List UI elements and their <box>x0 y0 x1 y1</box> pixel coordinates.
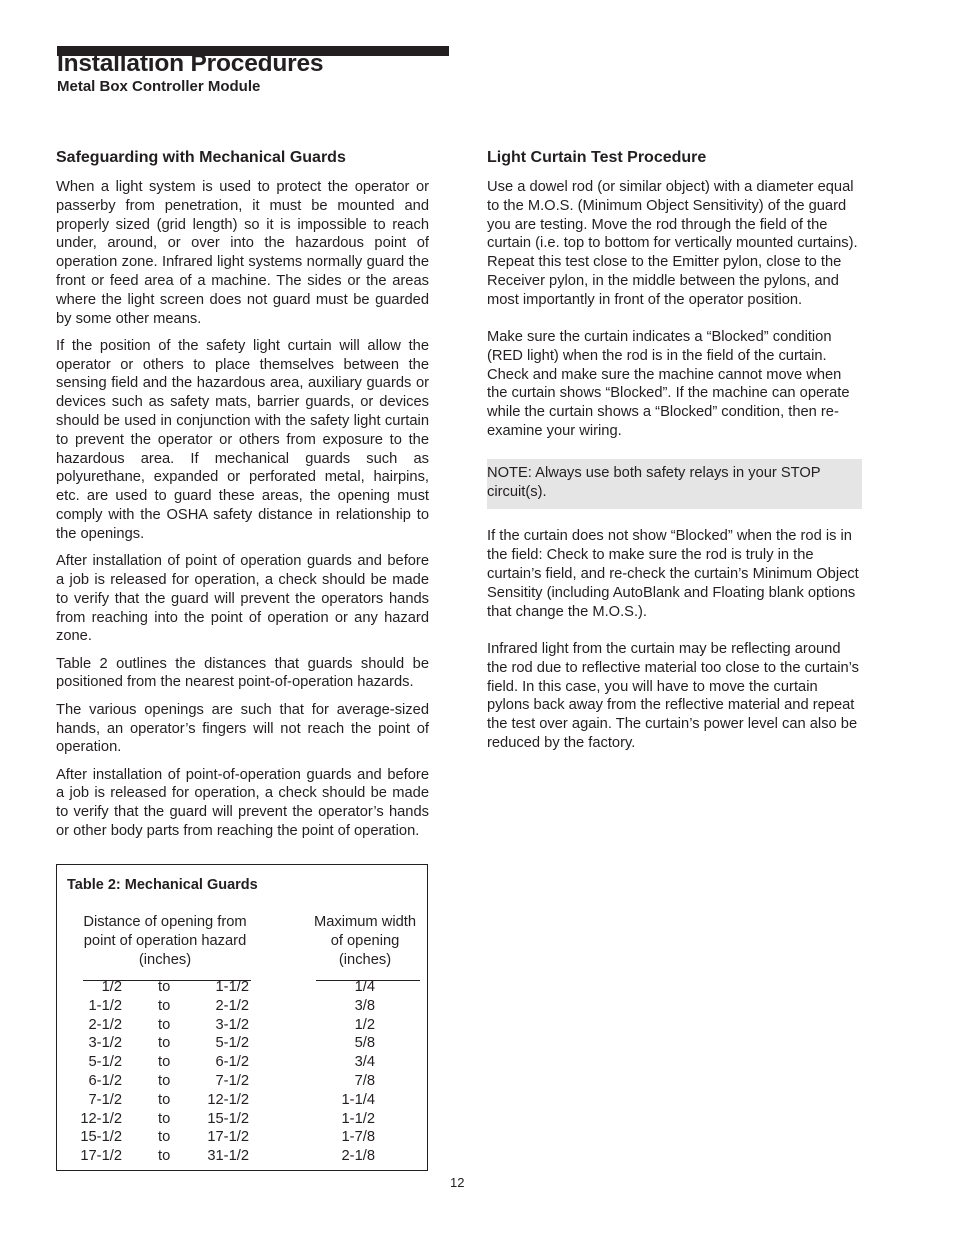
cell-from: 6-1/2 <box>88 1072 122 1089</box>
cell-from: 5-1/2 <box>88 1054 122 1071</box>
cell-max-width: 3/4 <box>354 1054 375 1071</box>
cell-end: 7-1/2 <box>215 1072 249 1089</box>
cell-to: to <box>158 1054 171 1071</box>
cell-from: 1-1/2 <box>88 997 122 1014</box>
cell-end: 6-1/2 <box>215 1054 249 1071</box>
table-row <box>57 1091 427 1110</box>
paragraph: Infrared light from the curtain may be reflecting around the rod due to reflective material too close to the curtain’s field. In this case, you will have to move the curtain pylons back away from the reflective material and repeat the test over again. The curtain’s power level can also be reduced by the factory. <box>487 640 860 751</box>
cell-to: to <box>158 1129 171 1146</box>
cell-to: to <box>158 1091 171 1108</box>
paragraph: After installation of point-of-operation guards and before a job is released for operation, a check should be made to verify that the guard will prevent the operator’s hands or other body parts from reaching the point of operation. <box>56 766 429 839</box>
table-row <box>57 1110 427 1129</box>
cell-end: 3-1/2 <box>215 1016 249 1033</box>
table-row <box>57 1016 427 1035</box>
page-title: Installation Procedures <box>57 50 324 77</box>
paragraph: After installation of point of operation guards and before a job is released for operation, a check should be made to verify that the guard will prevent the operators hands from reaching into the point of operation or any hazard zone. <box>56 553 429 645</box>
table-row <box>57 1128 427 1147</box>
cell-to: to <box>158 979 171 995</box>
table-row <box>57 1147 427 1166</box>
cell-to: to <box>158 1016 171 1033</box>
cell-from: 1/2 <box>101 979 122 995</box>
cell-max-width: 7/8 <box>354 1072 375 1089</box>
table-row <box>57 978 427 997</box>
cell-end: 15-1/2 <box>207 1110 249 1127</box>
cell-end: 1-1/2 <box>215 979 249 995</box>
section-heading-mechanical-guards: Safeguarding with Mechanical Guards <box>56 149 346 166</box>
cell-from: 15-1/2 <box>80 1129 122 1146</box>
note-box: NOTE: Always use both safety relays in your STOP circuit(s). <box>487 459 862 509</box>
cell-end: 2-1/2 <box>215 997 249 1014</box>
cell-end: 5-1/2 <box>215 1035 249 1052</box>
cell-max-width: 5/8 <box>354 1035 375 1052</box>
cell-max-width: 1/2 <box>354 1016 375 1033</box>
cell-from: 12-1/2 <box>80 1110 122 1127</box>
cell-to: to <box>158 1148 171 1165</box>
paragraph: When a light system is used to protect the operator or passerby from penetration, it must be mounted and properly sized (grid length) so it is impossible to reach under, around, or over into the hazardous point of operation zone. Infrared light systems normally guard the front or feed area of a machine. The sides or the areas where the light screen does not guard must be guarded by some other means. <box>56 179 429 327</box>
cell-max-width: 2-1/8 <box>341 1148 375 1165</box>
cell-to: to <box>158 1110 171 1127</box>
cell-to: to <box>158 997 171 1014</box>
table-header-distance: Distance of opening from point of operation hazard (inches) <box>83 914 247 968</box>
section-heading-light-curtain-test: Light Curtain Test Procedure <box>487 149 707 166</box>
table-row <box>57 997 427 1016</box>
table-row <box>57 1034 427 1053</box>
table-row <box>57 1072 427 1091</box>
paragraph: Table 2 outlines the distances that guards should be positioned from the nearest point-of-operation hazards. <box>56 655 429 691</box>
cell-end: 12-1/2 <box>207 1091 249 1108</box>
paragraph: The various openings are such that for average-sized hands, an operator’s fingers will not reach the point of operation. <box>56 701 429 756</box>
paragraph: If the curtain does not show “Blocked” when the rod is in the field: Check to make sure the rod is truly in the curtain’s field, and re-check the curtain’s Minimum Object Sensitity (including AutoBlank and Floating blank options that change the M.O.S.). <box>487 528 859 620</box>
cell-to: to <box>158 1035 171 1052</box>
right-column <box>487 148 860 771</box>
cell-max-width: 1/4 <box>354 979 375 995</box>
paragraph: If the position of the safety light curtain will allow the operator or others to place themselves between the sensing field and the hazardous area, auxiliary guards or devices such as safety mats, barrier guards, or devices should be used in conjunction with the safety light curtain to prevent the operator or others from exposure to the hazardous area. If mechanical guards such as polyurethane, expanded or perforated metal, hairpins, etc. are used to guard these areas, the opening must comply with the OSHA safety distance in relationship to the openings. <box>56 337 429 542</box>
table-header-max-width: Maximum width of opening (inches) <box>313 914 417 968</box>
table-row <box>57 1053 427 1072</box>
paragraph: Use a dowel rod (or similar object) with a diameter equal to the M.O.S. (Minimum Object Sensitivity) of the guard you are testing. Move the rod through the field of the curtain (i.e. top to bottom for vertically mounted curtains). Repeat this test close to the Emitter pylon, close to the Receiver pylon, in the middle between the pylons, and most importantly in front of the operator position. <box>487 179 858 308</box>
page-subtitle: Metal Box Controller Module <box>57 78 261 95</box>
cell-end: 17-1/2 <box>207 1129 249 1146</box>
cell-end: 31-1/2 <box>207 1148 249 1165</box>
left-column <box>56 148 429 849</box>
cell-from: 3-1/2 <box>88 1035 122 1052</box>
table-title: Table 2: Mechanical Guards <box>67 877 258 893</box>
table-body <box>57 978 427 1166</box>
paragraph: Make sure the curtain indicates a “Blocked” condition (RED light) when the rod is in the field of the curtain. Check and make sure the machine cannot move when the curtain shows “Blocked”. If the machine can operate while the curtain shows a “Blocked” condition, then re-examine your wiring. <box>487 329 850 440</box>
cell-from: 2-1/2 <box>88 1016 122 1033</box>
page-number: 12 <box>450 1175 465 1190</box>
cell-from: 17-1/2 <box>80 1148 122 1165</box>
cell-from: 7-1/2 <box>88 1091 122 1108</box>
cell-max-width: 1-1/4 <box>341 1091 375 1108</box>
cell-to: to <box>158 1072 171 1089</box>
mechanical-guards-table <box>56 864 428 1171</box>
cell-max-width: 1-1/2 <box>341 1110 375 1127</box>
cell-max-width: 3/8 <box>354 997 375 1014</box>
cell-max-width: 1-7/8 <box>341 1129 375 1146</box>
